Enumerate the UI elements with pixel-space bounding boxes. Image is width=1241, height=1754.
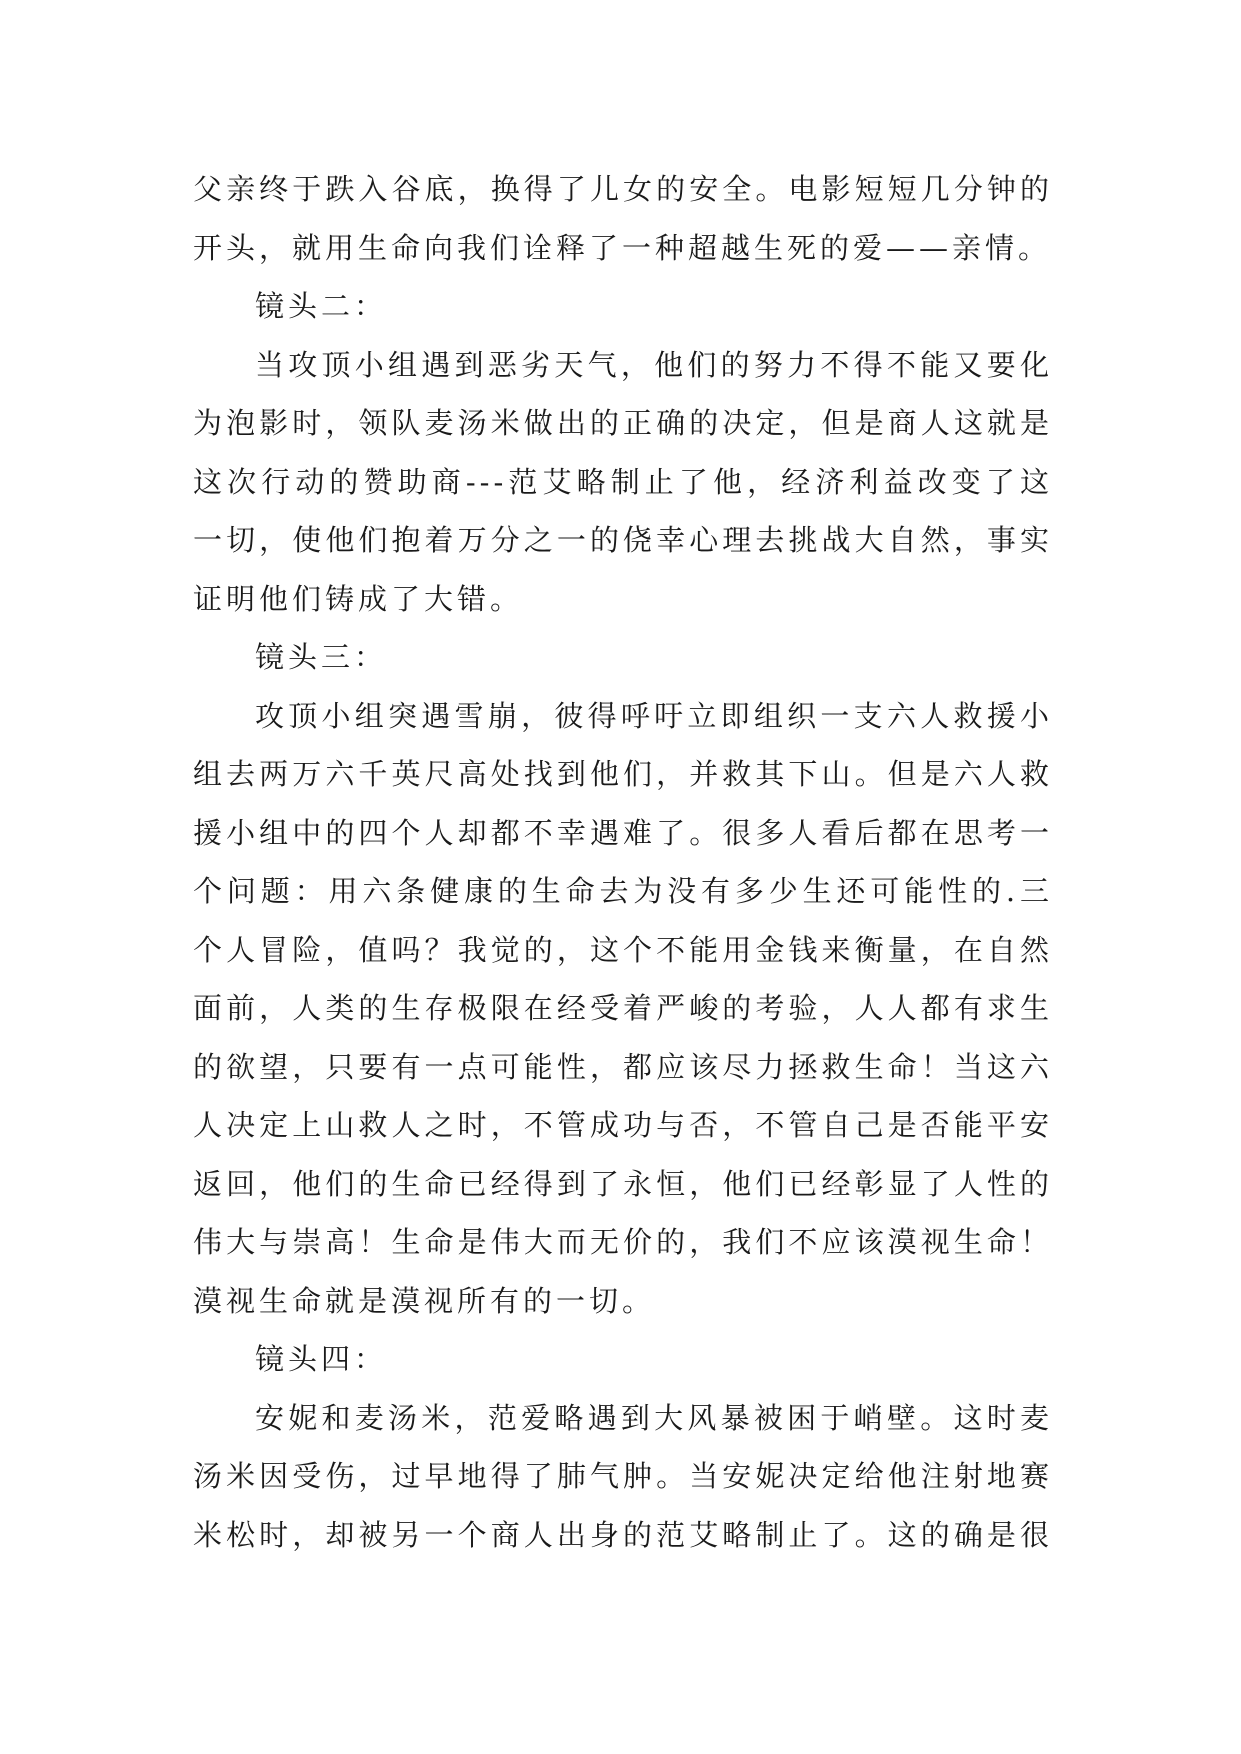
text-line: 个人冒险，值吗？我觉的，这个不能用金钱来衡量，在自然 [193, 932, 1053, 967]
text-line: 攻顶小组突遇雪崩，彼得呼吁立即组织一支六人救援小 [255, 698, 1053, 733]
text-line: 援小组中的四个人却都不幸遇难了。很多人看后都在思考一 [193, 815, 1053, 850]
heading-text: 镜头四： [255, 1342, 388, 1376]
text-line: 开头，就用生命向我们诠释了一种超越生死的爱——亲情。 [193, 230, 1052, 265]
text-line: 汤米因受伤，过早地得了肺气肿。当安妮决定给他注射地赛 [193, 1459, 1053, 1493]
text-line: 伟大与崇高！生命是伟大而无价的，我们不应该漠视生命！ [193, 1225, 1053, 1259]
section-heading [193, 1330, 1053, 1389]
text-line: 父亲终于跌入谷底，换得了儿女的安全。电影短短几分钟的 [193, 172, 1053, 206]
text-line: 安妮和麦汤米，范爱略遇到大风暴被困于峭壁。这时麦 [255, 1400, 1053, 1435]
text-line: 米松时，却被另一个商人出身的范艾略制止了。这的确是很 [193, 1517, 1053, 1552]
text-line: 当攻顶小组遇到恶劣天气，他们的努力不得不能又要化 [255, 347, 1053, 382]
document-body [193, 160, 1053, 1564]
text-line: 组去两万六千英尺高处找到他们，并救其下山。但是六人救 [193, 757, 1053, 791]
paragraph-body [193, 336, 1053, 629]
text-line: 个问题：用六条健康的生命去为没有多少生还可能性的.三 [193, 874, 1053, 908]
paragraph-body [193, 1389, 1053, 1565]
heading-text: 镜头三： [255, 640, 388, 674]
text-line: 返回，他们的生命已经得到了永恒，他们已经彰显了人性的 [193, 1166, 1053, 1201]
section-heading [193, 628, 1053, 687]
paragraph-body [193, 687, 1053, 1331]
text-line: 的欲望，只要有一点可能性，都应该尽力拯救生命！当这六 [193, 1049, 1053, 1084]
text-line: 这次行动的赞助商---范艾略制止了他，经济利益改变了这 [193, 464, 1053, 499]
section-heading [193, 277, 1053, 336]
heading-text: 镜头二： [255, 289, 388, 323]
text-line: 漠视生命就是漠视所有的一切。 [193, 1283, 656, 1318]
paragraph-continuation [193, 160, 1053, 277]
text-line: 证明他们铸成了大错。 [193, 581, 524, 616]
text-line: 一切，使他们抱着万分之一的侥幸心理去挑战大自然，事实 [193, 523, 1053, 557]
text-line: 人决定上山救人之时，不管成功与否，不管自己是否能平安 [193, 1108, 1053, 1142]
text-line: 为泡影时，领队麦汤米做出的正确的决定，但是商人这就是 [193, 406, 1053, 440]
text-line: 面前，人类的生存极限在经受着严峻的考验，人人都有求生 [193, 991, 1053, 1025]
